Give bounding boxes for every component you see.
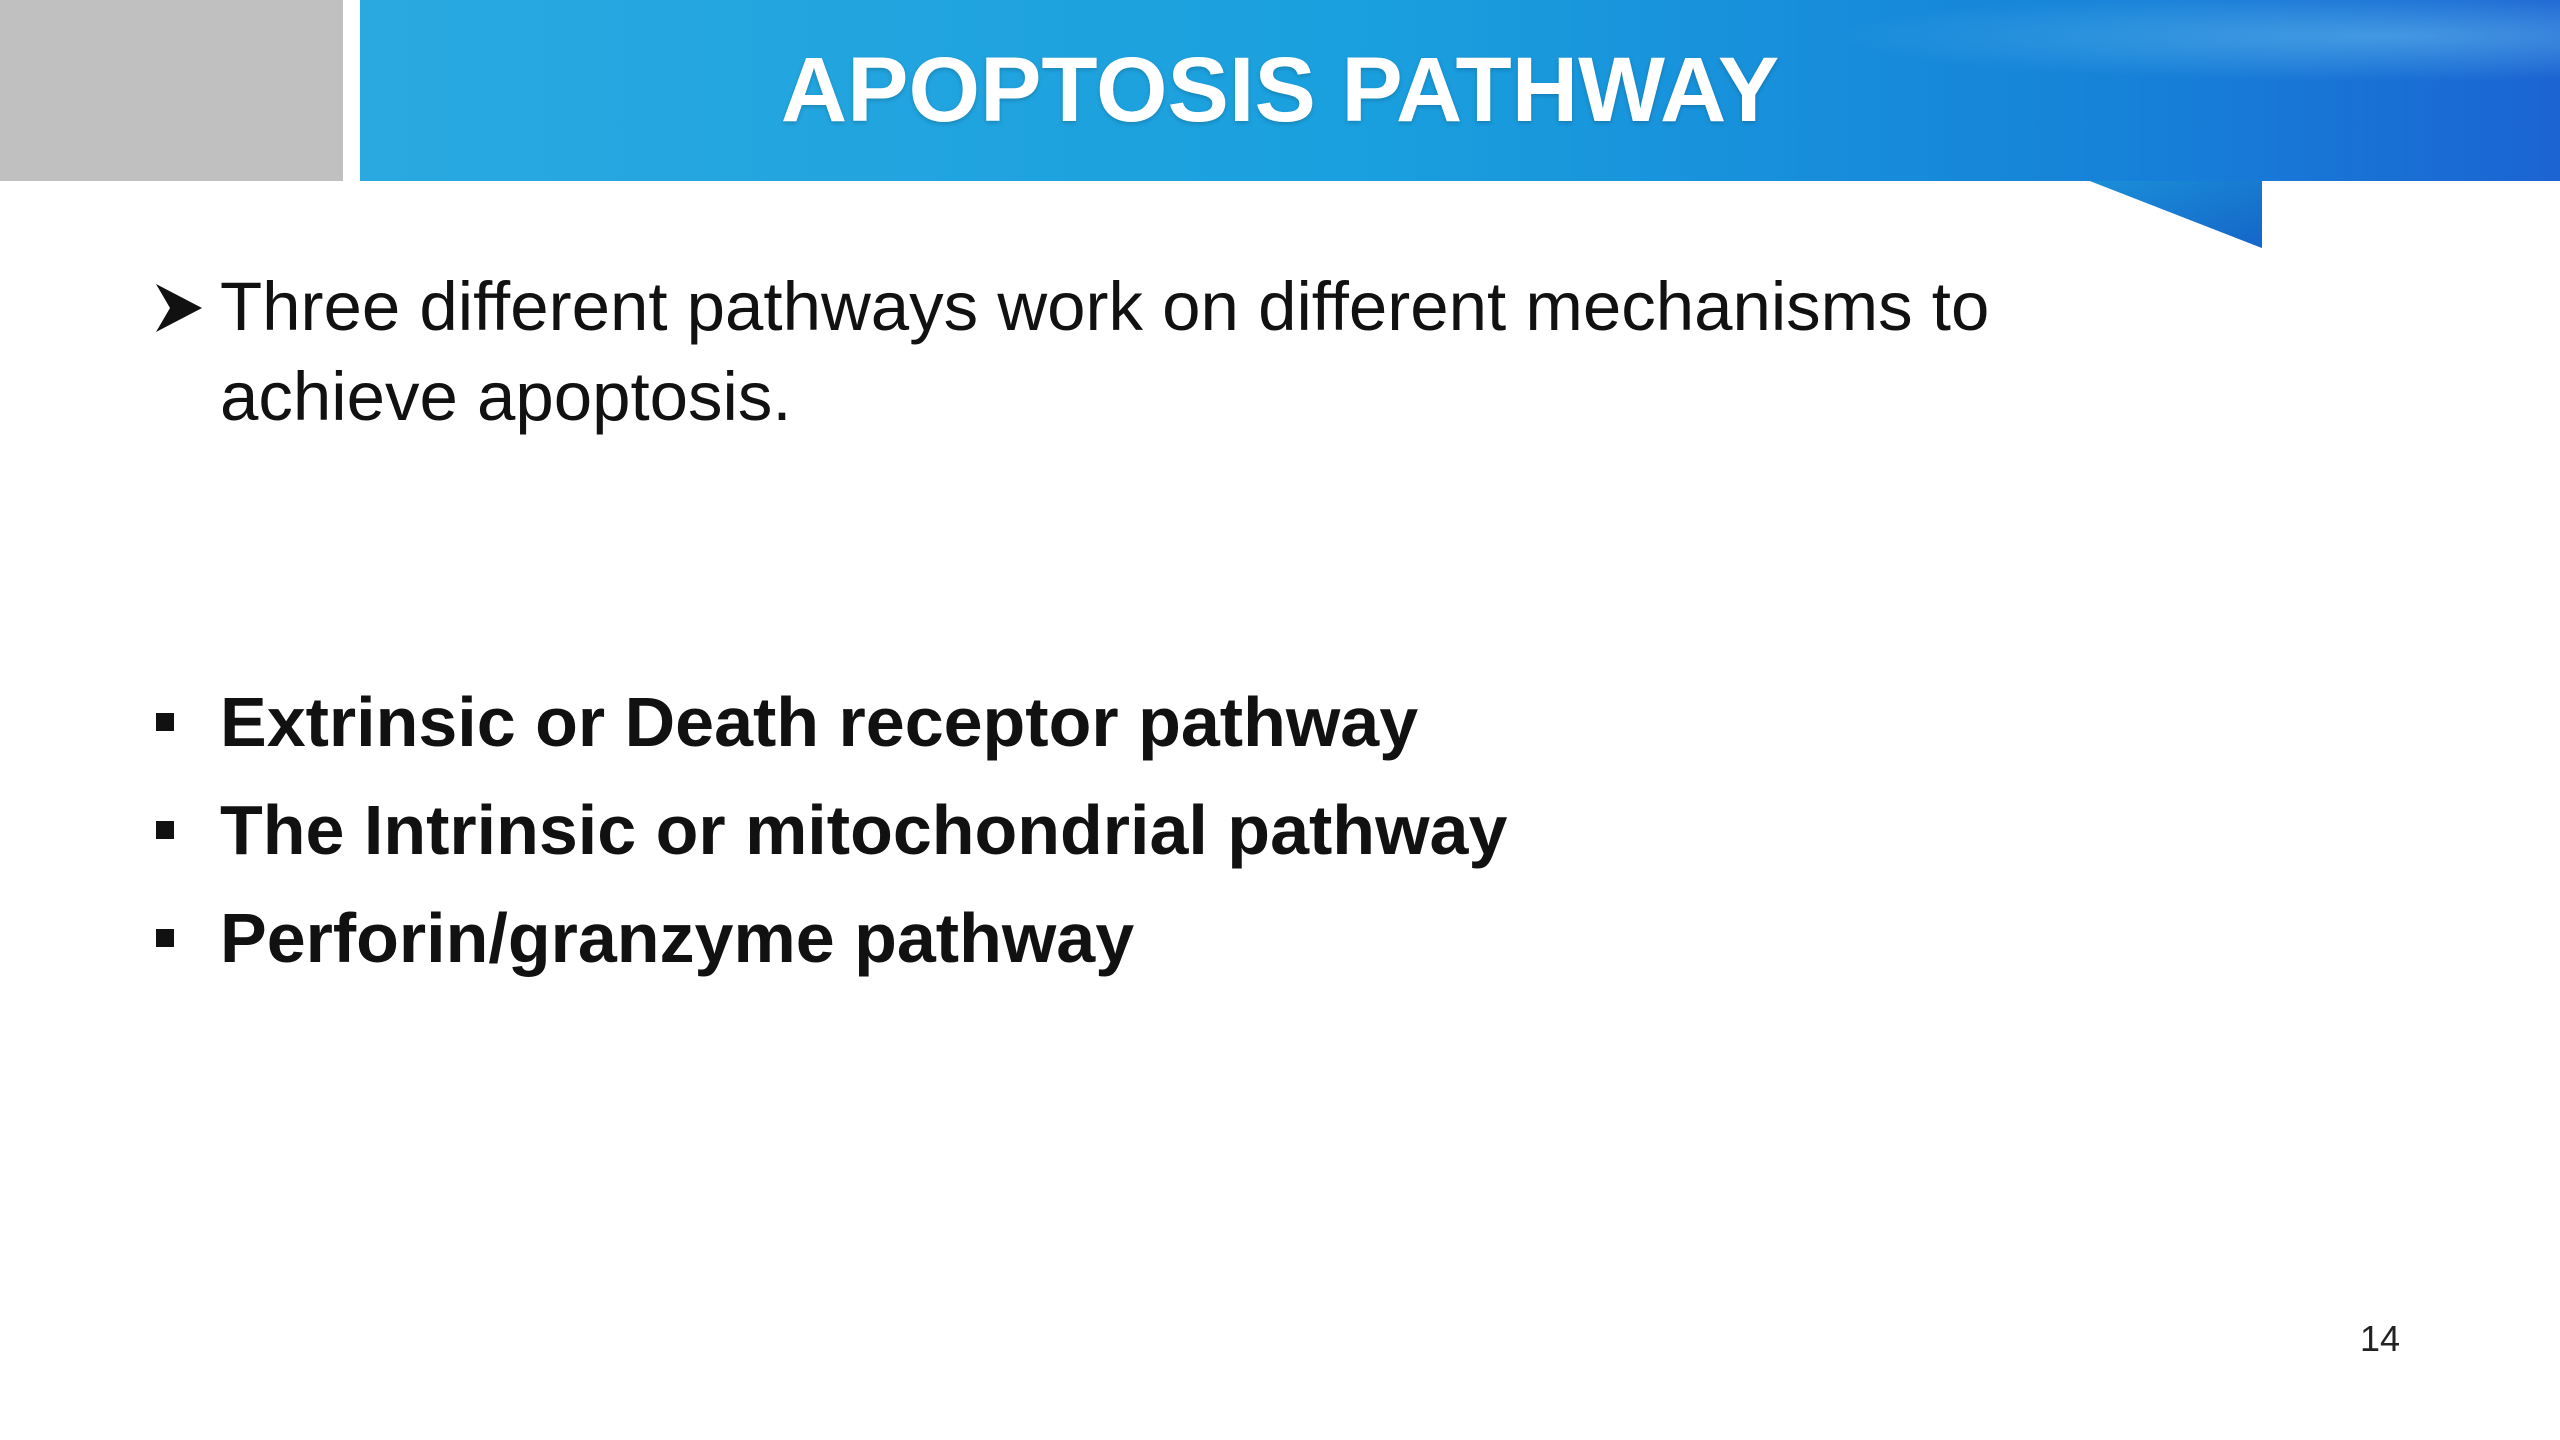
slide-title: APOPTOSIS PATHWAY — [780, 39, 1780, 141]
square-bullet-icon — [156, 929, 174, 947]
header-gray-block — [0, 0, 343, 181]
intro-text: Three different pathways work on different mechanisms to achieve apoptosis. — [220, 268, 1990, 435]
pathway-list — [150, 668, 2200, 992]
square-bullet-icon — [156, 713, 174, 731]
pathway-label-extrinsic: Extrinsic or Death receptor pathway — [220, 683, 1419, 761]
header-band-tail — [2090, 181, 2262, 248]
arrowhead-bullet-icon — [150, 262, 220, 352]
page-number: 14 — [2359, 1318, 2401, 1359]
list-item — [150, 776, 2200, 884]
list-item — [150, 884, 2200, 992]
intro-bullet — [150, 262, 2200, 442]
list-item — [150, 668, 2200, 776]
pathway-label-perforin: Perforin/granzyme pathway — [220, 899, 1135, 977]
pathway-label-intrinsic: The Intrinsic or mitochondrial pathway — [220, 791, 1508, 869]
square-bullet-icon — [156, 821, 174, 839]
